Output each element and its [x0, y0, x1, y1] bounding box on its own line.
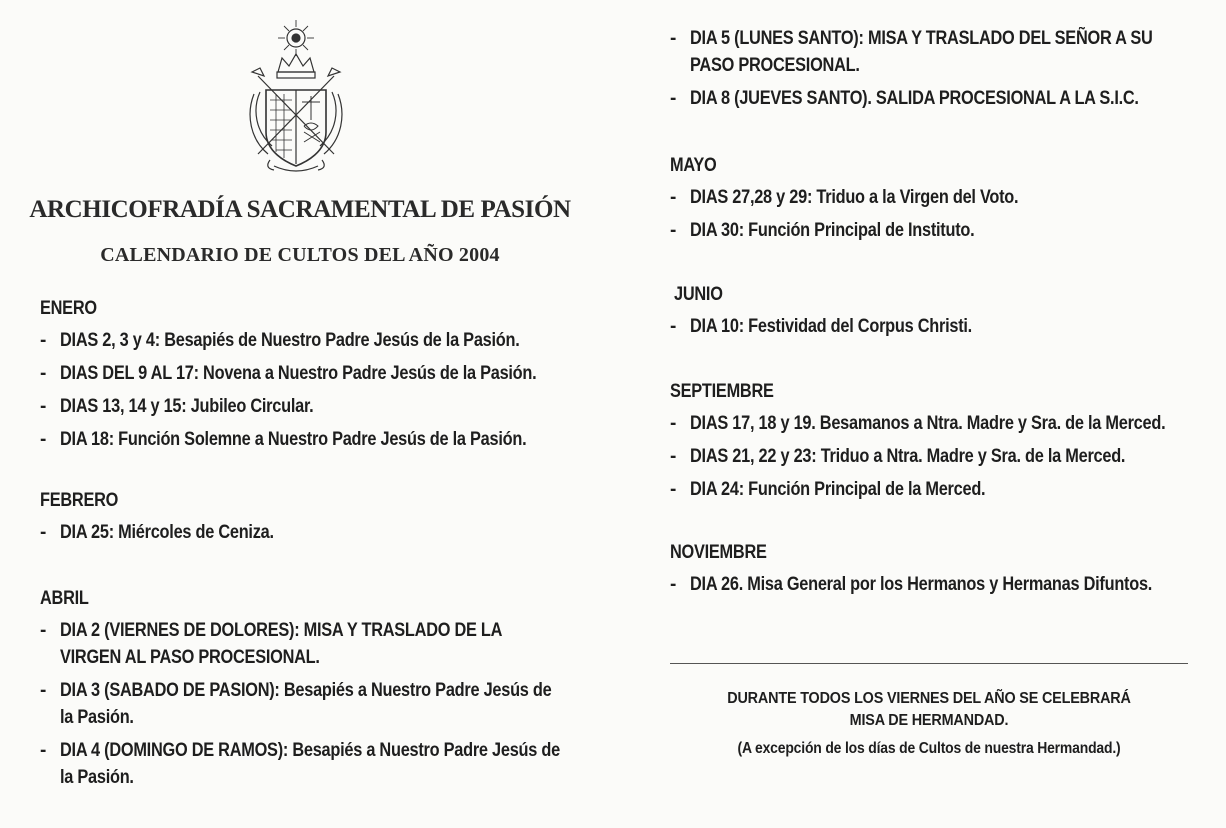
month-section-septiembre — [670, 380, 1226, 503]
item-text: DIAS 2, 3 y 4: Besapiés de Nuestro Padre Jesús de la Pasión. — [60, 330, 520, 351]
list-item — [670, 476, 1226, 503]
month-heading: ENERO — [40, 298, 97, 319]
bullet-dash: - — [40, 740, 47, 761]
item-text: DIA 30: Función Principal de Instituto. — [690, 220, 975, 241]
list-item — [670, 313, 1018, 340]
item-text: DIA 8 (JUEVES SANTO). SALIDA PROCESIONAL A LA S.I.C. — [690, 88, 1139, 109]
list-item — [40, 737, 643, 791]
page-subtitle: CALENDARIO DE CULTOS DEL AÑO 2004 — [100, 244, 500, 266]
list-item — [670, 184, 1072, 211]
list-item — [40, 327, 600, 354]
bullet-dash: - — [670, 28, 677, 49]
list-item — [670, 410, 1226, 437]
item-text: DIAS 27,28 y 29: Triduo a la Virgen del Voto. — [690, 187, 1019, 208]
bullet-dash: - — [40, 680, 47, 701]
list-item — [40, 617, 643, 671]
month-section-junio — [670, 283, 1018, 340]
month-heading: MAYO — [670, 155, 717, 176]
item-text: DIAS 21, 22 y 23: Triduo a Ntra. Madre y Sra. de la Merced. — [690, 446, 1126, 467]
bullet-dash: - — [670, 316, 677, 337]
item-text: DIA 5 (LUNES SANTO): MISA Y TRASLADO DEL SEÑOR A SU PASO PROCESIONAL. — [690, 28, 1153, 76]
month-heading: NOVIEMBRE — [670, 542, 767, 563]
month-section-noviembre — [670, 541, 1226, 598]
item-text: DIA 4 (DOMINGO DE RAMOS): Besapiés a Nuestro Padre Jesús de la Pasión. — [60, 740, 560, 788]
item-text: DIA 2 (VIERNES DE DOLORES): MISA Y TRASLADO DE LA VIRGEN AL PASO PROCESIONAL. — [60, 620, 502, 668]
month-section-abril-continued — [670, 25, 1226, 112]
list-item — [670, 25, 1226, 79]
item-text: DIA 24: Función Principal de la Merced. — [690, 479, 986, 500]
month-heading: JUNIO — [674, 284, 723, 305]
item-text: DIAS DEL 9 AL 17: Novena a Nuestro Padre Jesús de la Pasión. — [60, 363, 537, 384]
bullet-dash: - — [40, 396, 47, 417]
month-heading: SEPTIEMBRE — [670, 381, 774, 402]
bullet-dash: - — [40, 522, 47, 543]
item-text: DIA 10: Festividad del Corpus Christi. — [690, 316, 972, 337]
list-item — [40, 360, 600, 387]
item-text: DIA 18: Función Solemne a Nuestro Padre Jesús de la Pasión. — [60, 429, 527, 450]
item-text: DIA 3 (SABADO DE PASION): Besapiés a Nuestro Padre Jesús de la Pasión. — [60, 680, 552, 728]
list-item — [40, 519, 309, 546]
divider — [670, 663, 1188, 664]
notice-line: DURANTE TODOS LOS VIERNES DEL AÑO SE CELEBRARÁ — [727, 690, 1131, 707]
item-text: DIA 26. Misa General por los Hermanos y Hermanas Difuntos. — [690, 574, 1153, 595]
list-item — [670, 443, 1226, 470]
month-heading: FEBRERO — [40, 490, 119, 511]
list-item — [670, 571, 1226, 598]
notice-box — [670, 688, 1188, 760]
bullet-dash: - — [670, 220, 677, 241]
bullet-dash: - — [670, 479, 677, 500]
month-section-enero — [40, 297, 600, 453]
list-item — [670, 217, 1072, 244]
notice-line: MISA DE HERMANDAD. — [849, 712, 1009, 729]
month-section-mayo — [670, 154, 1072, 244]
list-item — [40, 393, 600, 420]
bullet-dash: - — [670, 187, 677, 208]
bullet-dash: - — [40, 620, 47, 641]
coat-of-arms-icon — [244, 14, 348, 176]
list-item — [40, 426, 600, 453]
month-section-febrero — [40, 489, 309, 546]
bullet-dash: - — [40, 363, 47, 384]
bullet-dash: - — [670, 574, 677, 595]
month-heading: ABRIL — [40, 588, 89, 609]
list-item — [40, 677, 643, 731]
list-item — [670, 85, 1226, 112]
bullet-dash: - — [670, 413, 677, 434]
month-section-abril — [40, 587, 643, 791]
bullet-dash: - — [40, 429, 47, 450]
item-text: DIAS 17, 18 y 19. Besamanos a Ntra. Madre y Sra. de la Merced. — [690, 413, 1166, 434]
bullet-dash: - — [670, 446, 677, 467]
item-text: DIA 25: Miércoles de Ceniza. — [60, 522, 274, 543]
page-title: ARCHICOFRADÍA SACRAMENTAL DE PASIÓN — [29, 196, 571, 223]
item-text: DIAS 13, 14 y 15: Jubileo Circular. — [60, 396, 314, 417]
bullet-dash: - — [670, 88, 677, 109]
bullet-dash: - — [40, 330, 47, 351]
notice-footnote: (A excepción de los días de Cultos de nuestra Hermandad.) — [737, 740, 1121, 757]
